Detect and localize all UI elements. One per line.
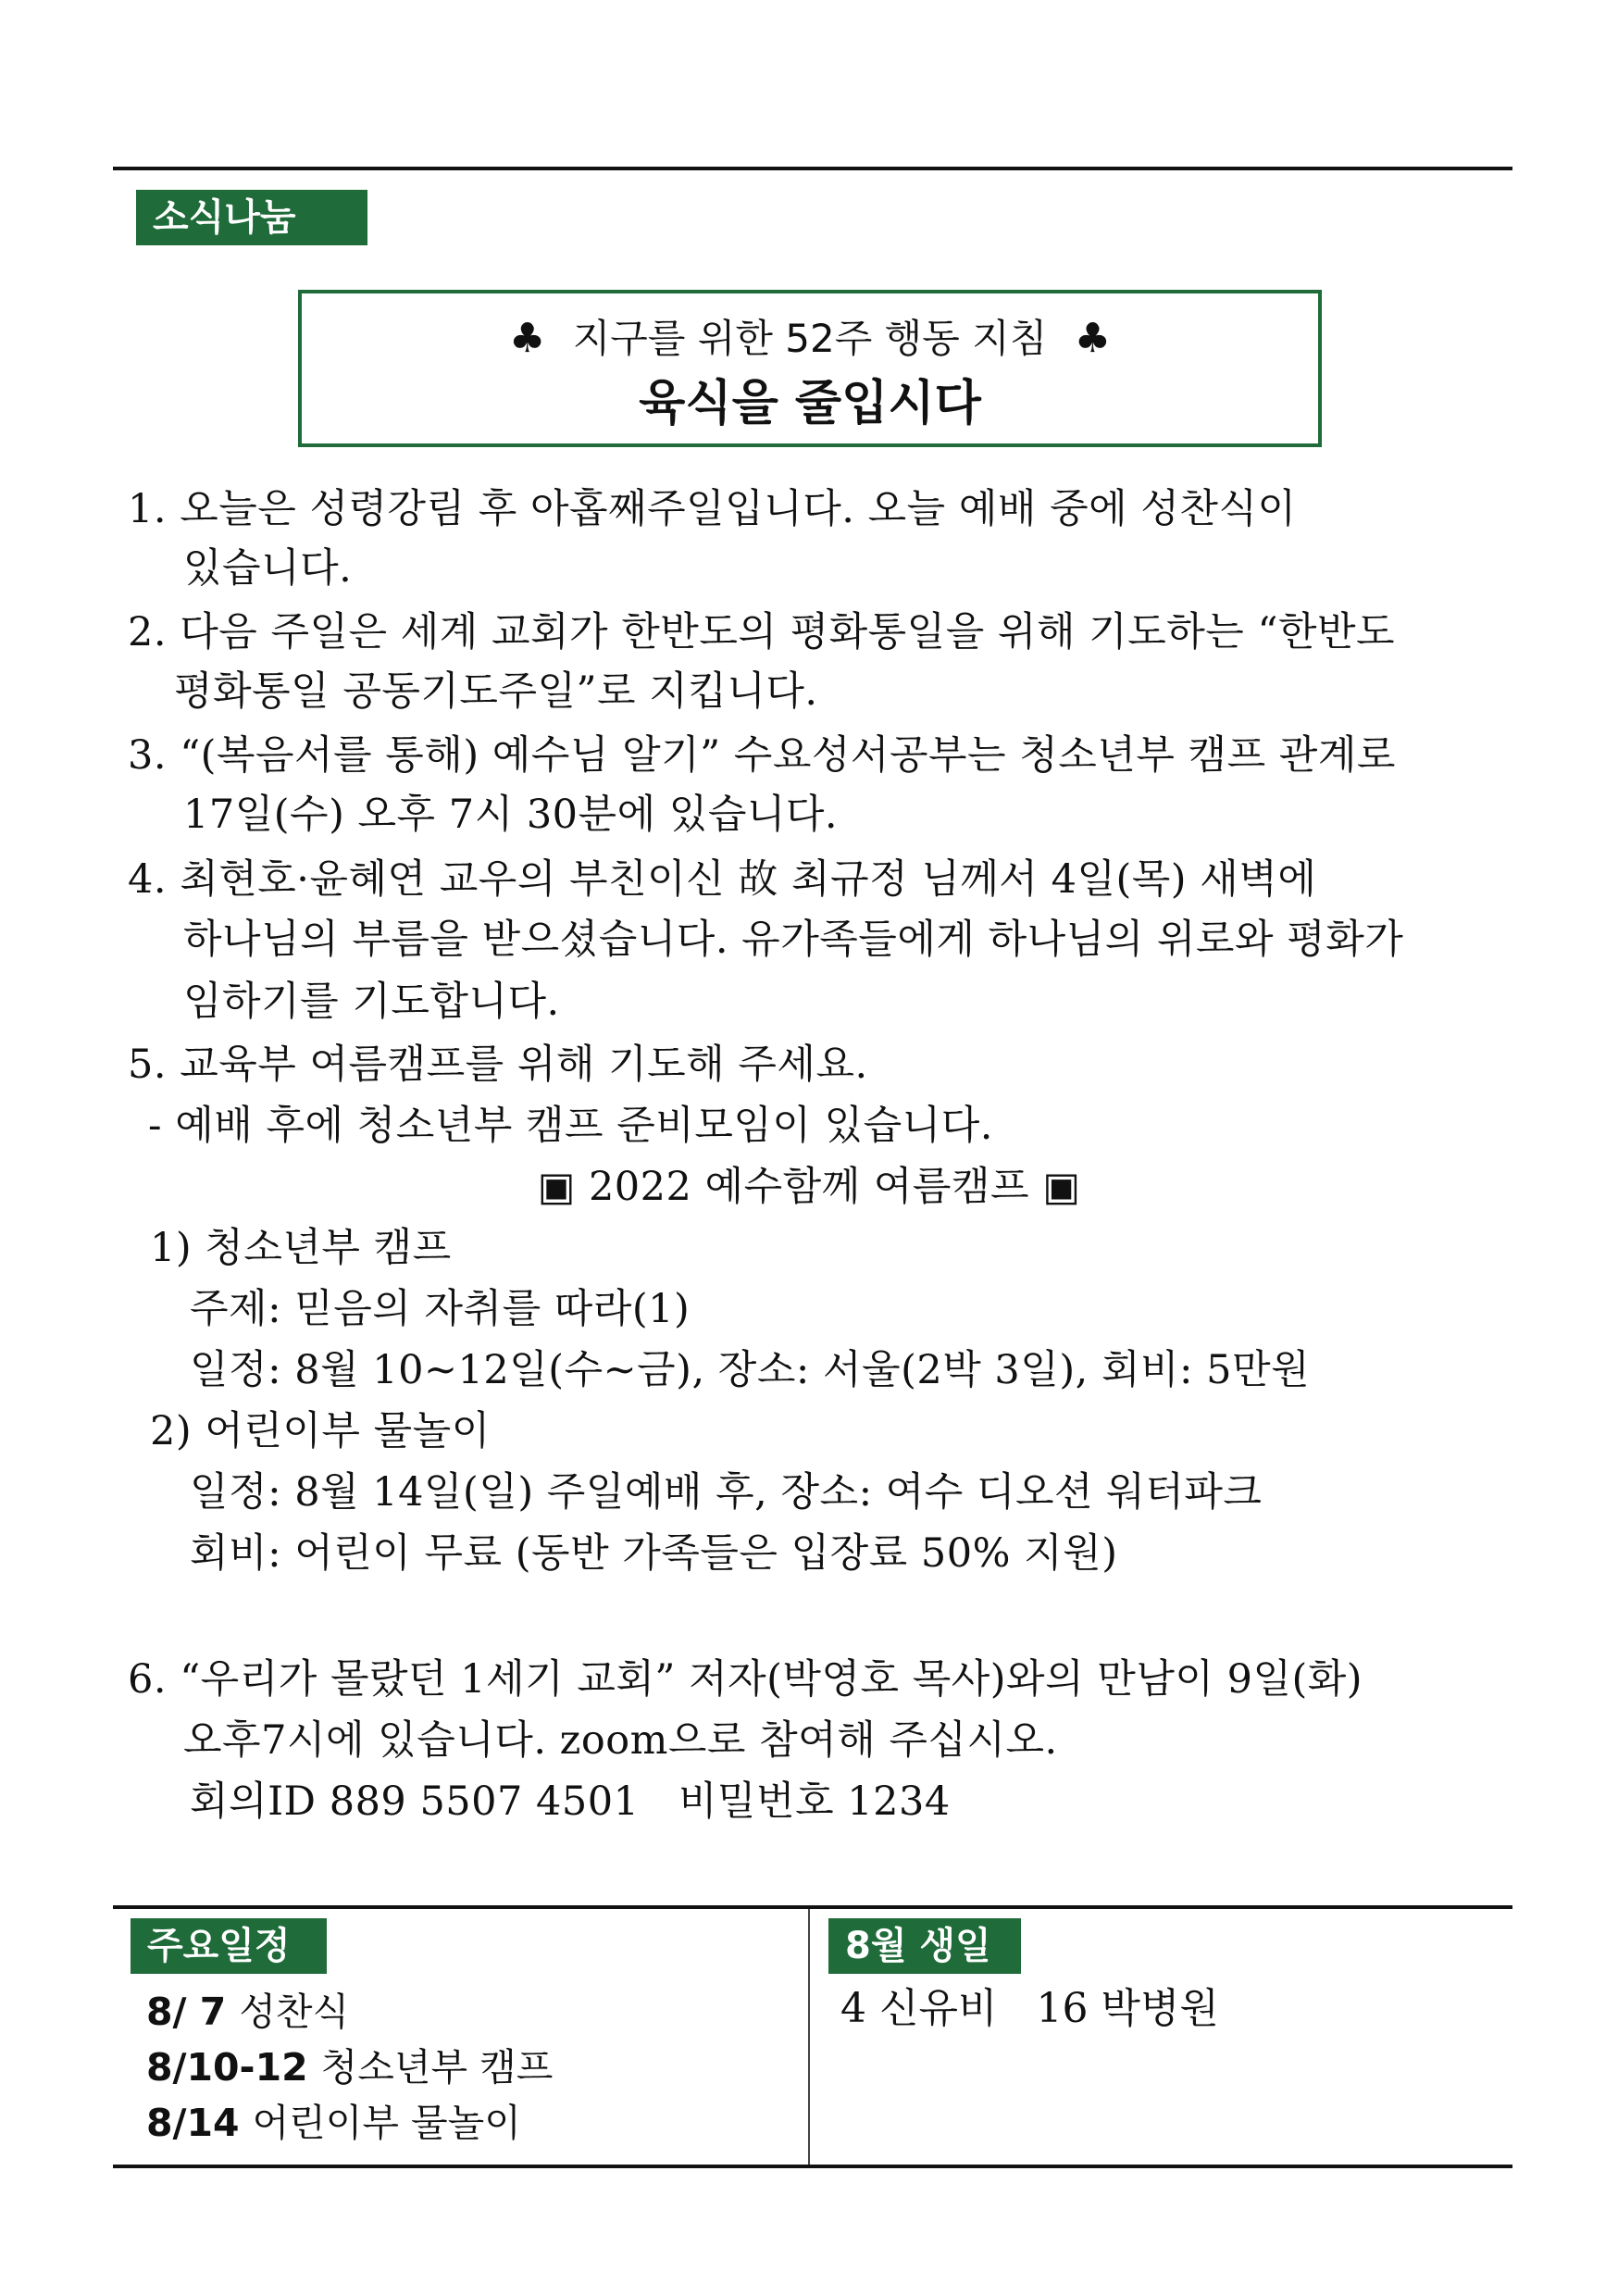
camp-youth-schedule: 일정: 8월 10~12일(수~금), 장소: 서울(2박 3일), 회비: 5만원 <box>190 1347 1311 1393</box>
table-bottom-rule <box>113 2165 1512 2168</box>
camp-youth-title: 1) 청소년부 캠프 <box>150 1225 452 1271</box>
schedule-text: 어린이부 물놀이 <box>252 2101 521 2145</box>
camp-kids-schedule: 일정: 8월 14일(일) 주일예배 후, 장소: 여수 디오션 워터파크 <box>190 1469 1263 1516</box>
table-divider <box>808 1909 810 2166</box>
schedule-date: 8/ 7 <box>146 1990 227 2034</box>
schedule-item <box>146 2040 553 2095</box>
section-label: 소식나눔 <box>136 190 367 245</box>
camp-youth-theme: 주제: 믿음의 자취를 따라(1) <box>190 1286 691 1332</box>
title-subtitle: 지구를 위한 52주 행동 지침 <box>572 316 1048 361</box>
schedule-text: 청소년부 캠프 <box>320 2045 554 2090</box>
title-box <box>298 290 1322 447</box>
news-item-3-line-1: 3. “(복음서를 통해) 예수님 알기” 수요성서공부는 청소년부 캠프 관계로 <box>128 732 1396 779</box>
news-item-6-line-2: 오후7시에 있습니다. zoom으로 참여해 주십시오. <box>183 1717 1058 1764</box>
news-item-1-line-1: 1. 오늘은 성령강림 후 아홉째주일입니다. 오늘 예배 중에 성찬식이 <box>128 486 1297 532</box>
news-item-4-line-3: 임하기를 기도합니다. <box>183 979 560 1025</box>
camp-kids-title: 2) 어린이부 물놀이 <box>150 1408 491 1454</box>
birthday-entries: 4 신유비 16 박병원 <box>840 1985 1219 2032</box>
schedule-label: 주요일정 <box>131 1918 327 1974</box>
schedule-item <box>146 2095 521 2151</box>
news-item-4-line-2: 하나님의 부름을 받으셨습니다. 유가족들에게 하나님의 위로와 평화가 <box>183 917 1404 963</box>
schedule-date: 8/14 <box>146 2101 240 2145</box>
club-icon: ♣ <box>508 315 546 362</box>
title-main: 육식을 줄입시다 <box>639 376 981 431</box>
schedule-text: 성찬식 <box>239 1990 350 2034</box>
title-subtitle-row <box>302 314 1318 364</box>
news-item-1-line-2: 있습니다. <box>183 545 353 592</box>
birthday-label: 8월 생일 <box>828 1918 1021 1974</box>
news-item-2-line-2: 평화통일 공동기도주일”로 지킵니다. <box>174 668 818 715</box>
camp-kids-fee: 회비: 어린이 무료 (동반 가족들은 입장료 50% 지원) <box>190 1530 1118 1577</box>
schedule-item <box>146 1984 349 2040</box>
news-item-4-line-1: 4. 최현호·윤혜연 교우의 부친이신 故 최규정 님께서 4일(목) 새벽에 <box>128 856 1317 903</box>
camp-heading: ▣ 2022 예수함께 여름캠프 ▣ <box>537 1164 1081 1210</box>
news-item-6-line-1: 6. “우리가 몰랐던 1세기 교회” 저자(박영호 목사)와의 만남이 9일(화) <box>128 1656 1363 1703</box>
top-rule <box>113 167 1512 170</box>
news-item-3-line-2: 17일(수) 오후 7시 30분에 있습니다. <box>183 792 839 838</box>
news-item-5-line-2: - 예배 후에 청소년부 캠프 준비모임이 있습니다. <box>148 1103 993 1149</box>
news-item-2-line-1: 2. 다음 주일은 세계 교회가 한반도의 평화통일을 위해 기도하는 “한반도 <box>128 609 1396 655</box>
schedule-date: 8/10-12 <box>146 2045 308 2090</box>
zoom-meeting-info: 회의ID 889 5507 4501 비밀번호 1234 <box>190 1778 951 1825</box>
table-top-rule <box>113 1905 1512 1909</box>
news-item-5-line-1: 5. 교육부 여름캠프를 위해 기도해 주세요. <box>128 1042 868 1088</box>
club-icon: ♣ <box>1074 315 1112 362</box>
